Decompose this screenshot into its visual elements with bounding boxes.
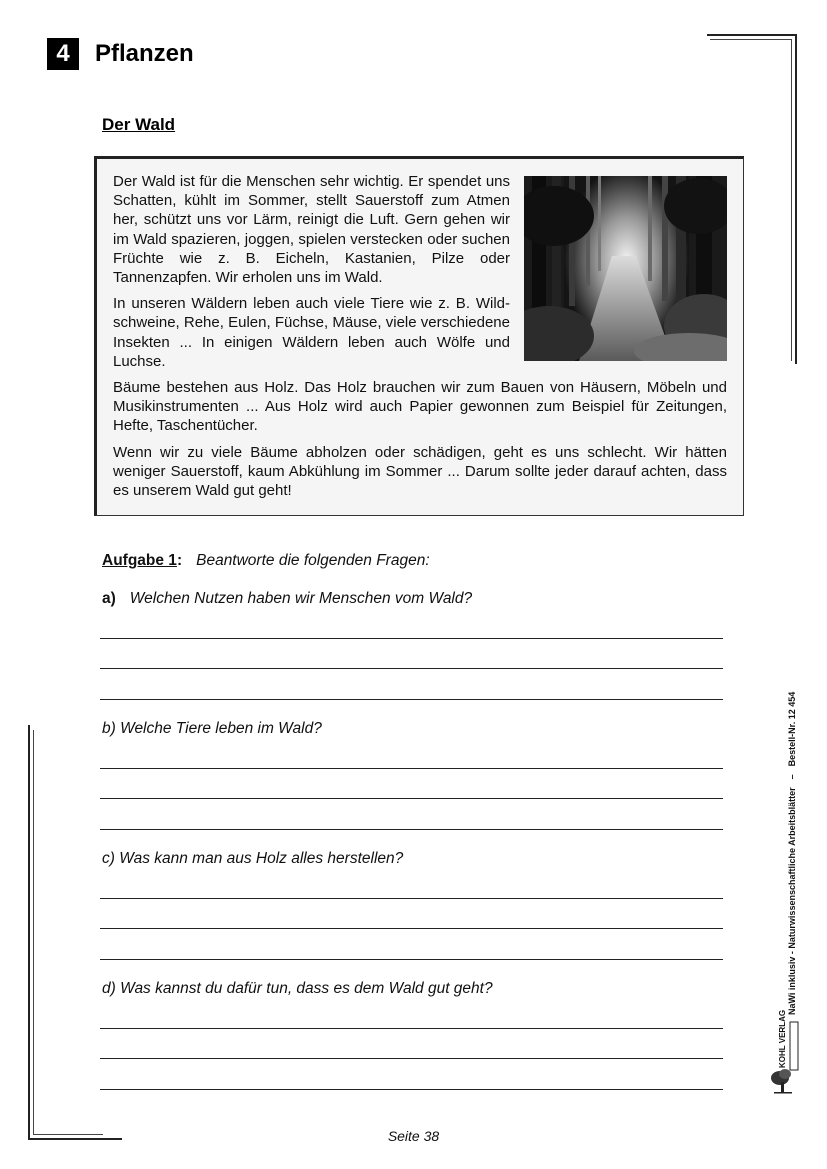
- answer-line[interactable]: [100, 768, 723, 769]
- task-colon: :: [176, 552, 183, 569]
- page-number: Seite 38: [387, 1128, 440, 1144]
- paragraph-3: Bäume bestehen aus Holz. Das Holz brauchen wir zum Bauen von Häusern, Möbeln und Musikinstrumenten ... Aus Holz wird auch Papier gewonnen zum Beispiel für Zeitungen, Hefte, Taschentücher.: [113, 379, 727, 435]
- series-title: NaWi inklusiv - Naturwissenschaftliche Arbeitsblätter: [787, 787, 797, 1015]
- answer-line[interactable]: [100, 668, 723, 669]
- frame-corner-bottom-left: [28, 725, 122, 1140]
- chapter-title: Pflanzen: [95, 40, 194, 67]
- question-text: c) Was kann man aus Holz alles herstellen?: [102, 850, 404, 867]
- chapter-number-badge: 4: [47, 38, 79, 70]
- question-letter: a): [102, 590, 116, 607]
- question-text: d) Was kannst du dafür tun, dass es dem Wald gut geht?: [102, 980, 493, 997]
- paragraph-4: Wenn wir zu viele Bäume abholzen oder schädigen, geht es uns schlecht. Wir hätten weniger Sauerstoff, kaum Abkühlung im Sommer ... Darum sollte jeder darauf achten, dass es unserem Wald gut geht!: [113, 443, 727, 500]
- answer-line[interactable]: [100, 798, 723, 799]
- reading-text-box: [94, 156, 744, 516]
- answer-line[interactable]: [100, 1028, 723, 1029]
- task-label: Aufgabe 1: [102, 552, 177, 569]
- answer-line[interactable]: [100, 638, 723, 639]
- task-instruction: Beantworte die folgenden Fragen:: [196, 552, 430, 569]
- answer-line[interactable]: [100, 959, 723, 960]
- question-d: [102, 980, 493, 998]
- question-b: [102, 720, 322, 738]
- question-text: b) Welche Tiere leben im Wald?: [102, 720, 322, 737]
- forest-path-photo: [524, 176, 727, 361]
- answer-line[interactable]: [100, 898, 723, 899]
- separator: –: [787, 774, 797, 780]
- section-title: Der Wald: [102, 115, 176, 134]
- answer-line[interactable]: [100, 699, 723, 700]
- side-series-info: [787, 692, 797, 1015]
- question-c: [102, 850, 403, 868]
- paragraph-2: In unseren Wäldern leben auch viele Tiere wie z. B. Wildschweine, Rehe, Eulen, Füchse, Mäuse, viele verschiedene Insekten ... In einigen Wäldern leben auch Wölfe und Luchse.: [113, 295, 510, 370]
- answer-line[interactable]: [100, 1089, 723, 1090]
- answer-line[interactable]: [100, 928, 723, 929]
- answer-line[interactable]: [100, 1058, 723, 1059]
- paragraph-1: Der Wald ist für die Menschen sehr wichtig. Er spendet uns Schatten, kühlt im Sommer, stellt Sauerstoff zum Atmen her, schützt uns vor Lärm, reinigt die Luft. Gern gehen wir im Wald spazieren, joggen, spielen verstecken oder suchen Früchte wie z. B. Eicheln, Kastanien, Pilze oder Tannenzapfen. Wir erholen uns im Wald.: [113, 173, 510, 287]
- order-number: Bestell-Nr. 12 454: [787, 691, 797, 767]
- chapter-heading: [47, 38, 194, 70]
- publisher-logo: [770, 1009, 800, 1095]
- question-text: Welchen Nutzen haben wir Menschen vom Wald?: [129, 590, 473, 607]
- publisher-name: KOHL VERLAG: [778, 1009, 787, 1068]
- answer-line[interactable]: [100, 829, 723, 830]
- question-a: [102, 590, 472, 608]
- task-heading: [102, 552, 430, 570]
